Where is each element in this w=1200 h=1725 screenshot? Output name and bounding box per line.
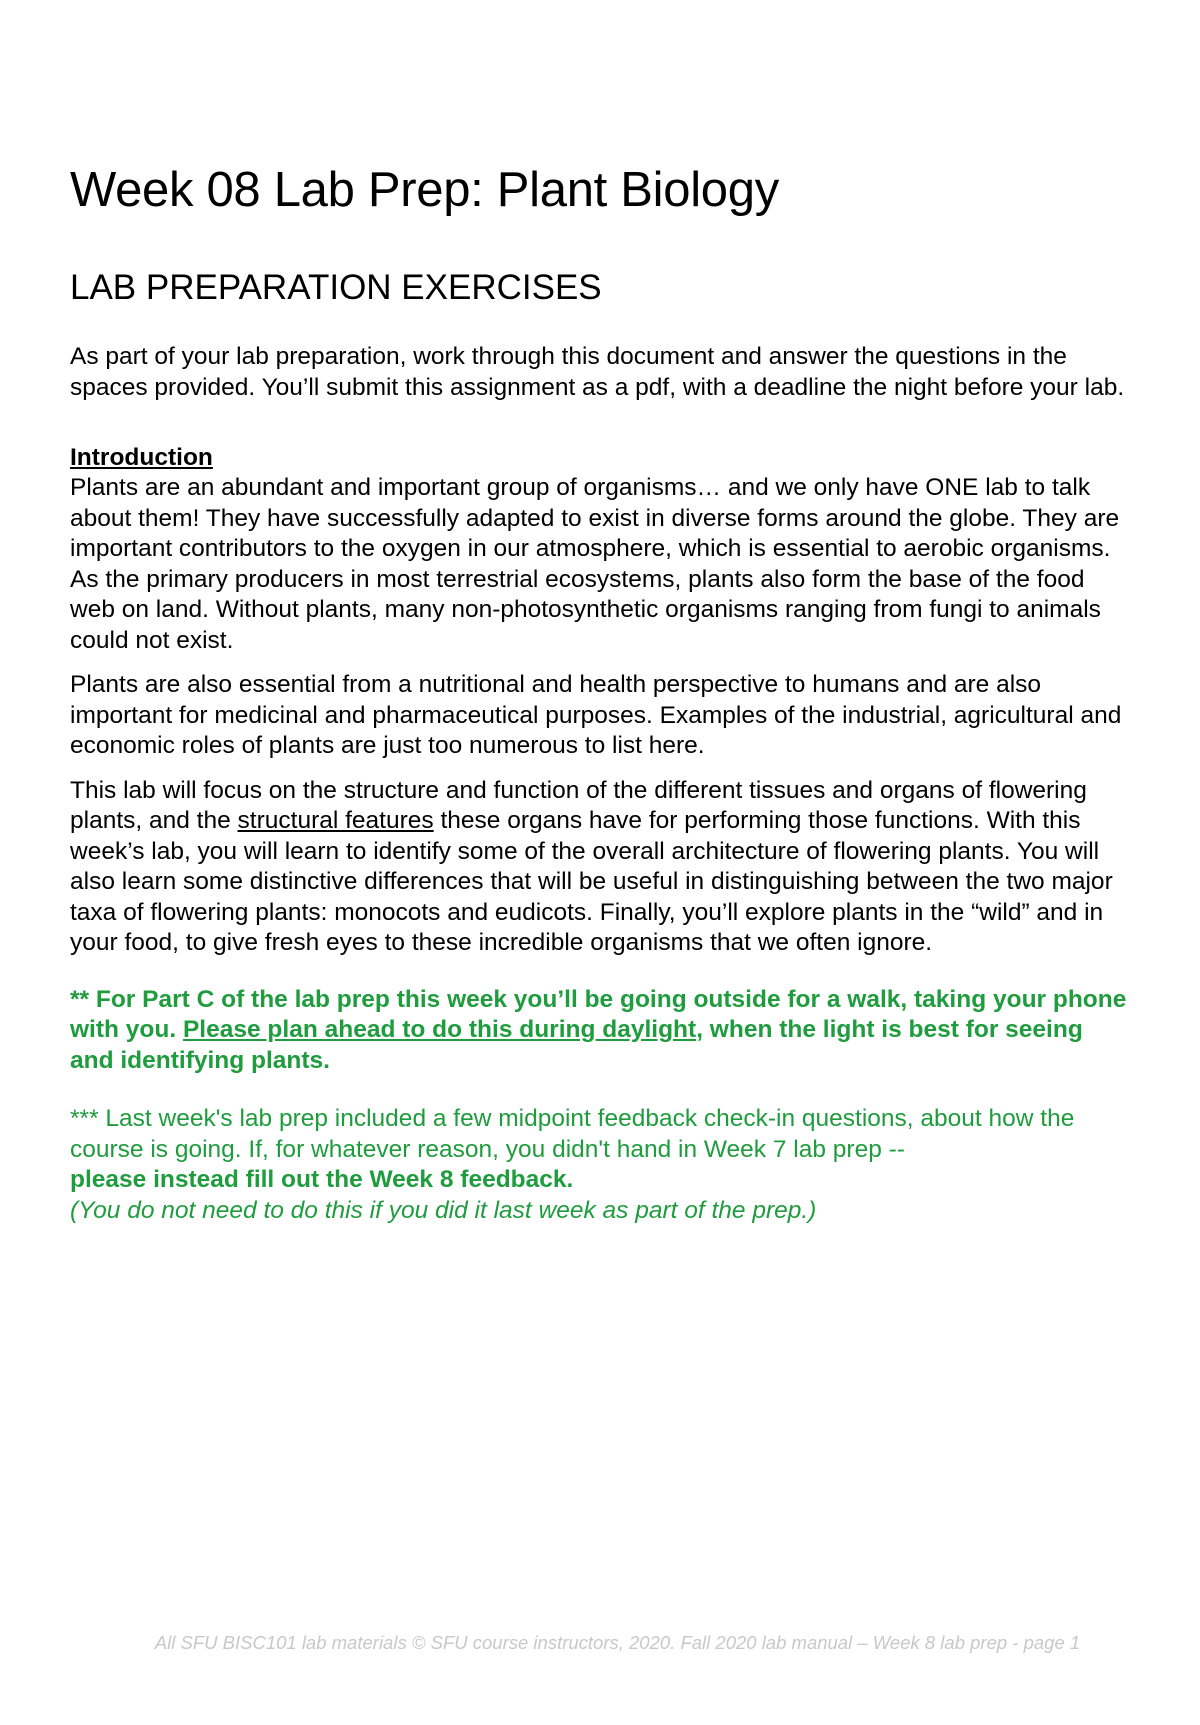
feedback-notice-text: *** Last week's lab prep included a few midpoint feedback check-in questions, about how the course is going. If, for whatever reason, you didn't hand in Week 7 lab prep -- [70, 1105, 1075, 1163]
intro-paragraph: As part of your lab preparation, work through this document and answer the questions in the spaces provided. You’ll submit this assignment as a pdf, with a deadline the night before your lab. [70, 343, 1125, 401]
paragraph-lab-focus [70, 776, 1130, 959]
part-c-notice [70, 985, 1130, 1077]
paragraph-plants-essential: Plants are also essential from a nutritional and health perspective to humans and are also important for medicinal and pharmaceutical purposes. Examples of the industrial, agricultural and economic roles of plants are just too numerous to list here. [70, 671, 1122, 759]
part-c-notice-start: ** For Part C of the lab prep this week you’ll be going outside for a walk, taking your phone with you. [70, 985, 1127, 1043]
lab-focus-text-end: these organs have for performing those functions. With this week’s lab, you will learn to identify some of the overall architecture of flowering plants. You will also learn some distinctive differences that will be useful in distinguishing between the two major taxa of flowering plants: monocots and eudicots. Finally, you’ll explore plants in the “wild” and in your food, to give fresh eyes to these incredible organisms that we often ignore. [70, 807, 1113, 956]
page-footer: All SFU BISC101 lab materials © SFU course instructors, 2020. Fall 2020 lab manual – Week 8 lab prep - page 1 [154, 1632, 1081, 1653]
lab-focus-text-start: This lab will focus on the structure and function of the different tissues and organs of flowering plants, and the [70, 776, 1087, 834]
feedback-notice-italic: (You do not need to do this if you did it last week as part of the prep.) [70, 1196, 817, 1224]
structural-features-underlined: structural features [237, 807, 434, 834]
document-page [70, 160, 1130, 1226]
section-subtitle: LAB PREPARATION EXERCISES [70, 268, 602, 307]
feedback-notice [70, 1104, 1130, 1226]
daylight-underlined: Please plan ahead to do this during daylight [182, 1016, 697, 1043]
document-title: Week 08 Lab Prep: Plant Biology [70, 163, 779, 217]
part-c-notice-end: , when the light is best for seeing and identifying plants. [70, 1016, 1083, 1074]
introduction-heading: Introduction [70, 444, 213, 471]
paragraph-plants-abundant: Plants are an abundant and important group of organisms… and we only have ONE lab to talk about them! They have successfully adapted to exist in diverse forms around the globe. They are important contributors to the oxygen in our atmosphere, which is essential to aerobic organisms. As the primary producers in most terrestrial ecosystems, plants also form the base of the food web on land. Without plants, many non-photosynthetic organisms ranging from fungi to animals could not exist. [70, 474, 1120, 654]
feedback-notice-bold: please instead fill out the Week 8 feedback. [70, 1166, 574, 1193]
